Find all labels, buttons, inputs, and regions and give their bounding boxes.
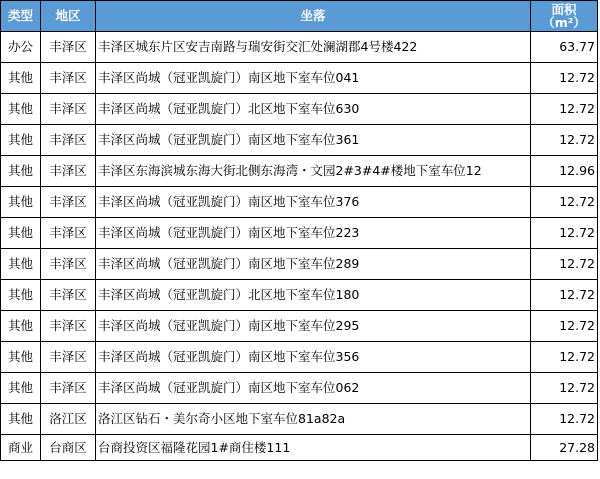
cell-area[interactable]: 12.72 xyxy=(531,280,598,311)
cell-location[interactable]: 丰泽区尚城（冠亚凯旋门）南区地下室车位289 xyxy=(96,249,531,280)
cell-location[interactable]: 丰泽区尚城（冠亚凯旋门）南区地下室车位295 xyxy=(96,311,531,342)
cell-location[interactable]: 丰泽区尚城（冠亚凯旋门）南区地下室车位041 xyxy=(96,63,531,94)
cell-location[interactable]: 丰泽区尚城（冠亚凯旋门）南区地下室车位062 xyxy=(96,373,531,404)
cell-district[interactable]: 丰泽区 xyxy=(41,32,96,63)
table-row[interactable] xyxy=(1,218,598,249)
cell-district[interactable]: 丰泽区 xyxy=(41,249,96,280)
cell-type[interactable]: 其他 xyxy=(1,94,41,125)
cell-district[interactable]: 丰泽区 xyxy=(41,342,96,373)
table-row[interactable] xyxy=(1,63,598,94)
table-row[interactable] xyxy=(1,249,598,280)
cell-type[interactable]: 其他 xyxy=(1,187,41,218)
cell-area[interactable]: 12.72 xyxy=(531,373,598,404)
cell-district[interactable]: 丰泽区 xyxy=(41,156,96,187)
cell-area[interactable]: 12.72 xyxy=(531,187,598,218)
cell-district[interactable]: 丰泽区 xyxy=(41,187,96,218)
cell-location[interactable]: 丰泽区尚城（冠亚凯旋门）南区地下室车位376 xyxy=(96,187,531,218)
cell-area[interactable]: 12.72 xyxy=(531,311,598,342)
table-row[interactable] xyxy=(1,94,598,125)
cell-location[interactable]: 丰泽区尚城（冠亚凯旋门）北区地下室车位180 xyxy=(96,280,531,311)
header-area[interactable] xyxy=(531,1,598,32)
cell-area[interactable]: 12.72 xyxy=(531,342,598,373)
table-row[interactable] xyxy=(1,187,598,218)
cell-type[interactable]: 商业 xyxy=(1,435,41,461)
cell-area[interactable]: 12.72 xyxy=(531,63,598,94)
cell-district[interactable]: 丰泽区 xyxy=(41,311,96,342)
cell-location[interactable]: 丰泽区尚城（冠亚凯旋门）北区地下室车位630 xyxy=(96,94,531,125)
table-row[interactable] xyxy=(1,280,598,311)
cell-area[interactable]: 12.72 xyxy=(531,94,598,125)
header-area-label: 面积 xyxy=(551,2,577,17)
cell-type[interactable]: 其他 xyxy=(1,249,41,280)
cell-location[interactable]: 台商投资区福隆花园1#商住楼111 xyxy=(96,435,531,461)
cell-area[interactable]: 12.72 xyxy=(531,218,598,249)
cell-district[interactable]: 丰泽区 xyxy=(41,218,96,249)
header-type[interactable]: 类型 xyxy=(1,1,41,32)
cell-location[interactable]: 丰泽区尚城（冠亚凯旋门）南区地下室车位356 xyxy=(96,342,531,373)
header-district[interactable]: 地区 xyxy=(41,1,96,32)
cell-area[interactable]: 12.72 xyxy=(531,249,598,280)
cell-district[interactable]: 丰泽区 xyxy=(41,94,96,125)
cell-district[interactable]: 丰泽区 xyxy=(41,373,96,404)
cell-location[interactable]: 洛江区钻石・美尔奇小区地下室车位81a82a xyxy=(96,404,531,435)
table-row[interactable] xyxy=(1,125,598,156)
cell-type[interactable]: 其他 xyxy=(1,280,41,311)
cell-district[interactable]: 丰泽区 xyxy=(41,63,96,94)
cell-type[interactable]: 其他 xyxy=(1,125,41,156)
table-row[interactable] xyxy=(1,342,598,373)
cell-area[interactable]: 12.72 xyxy=(531,125,598,156)
cell-location[interactable]: 丰泽区东海滨城东海大街北侧东海湾・文园2#3#4#楼地下室车位12 xyxy=(96,156,531,187)
table-row[interactable] xyxy=(1,156,598,187)
cell-type[interactable]: 其他 xyxy=(1,404,41,435)
cell-location[interactable]: 丰泽区城东片区安吉南路与瑞安街交汇处澜湖郡4号楼422 xyxy=(96,32,531,63)
cell-area[interactable]: 27.28 xyxy=(531,435,598,461)
cell-type[interactable]: 其他 xyxy=(1,156,41,187)
header-area-unit: （m²） xyxy=(542,15,586,30)
table-row[interactable] xyxy=(1,373,598,404)
cell-area[interactable]: 12.72 xyxy=(531,404,598,435)
table-row[interactable] xyxy=(1,435,598,461)
cell-location[interactable]: 丰泽区尚城（冠亚凯旋门）南区地下室车位223 xyxy=(96,218,531,249)
cell-type[interactable]: 其他 xyxy=(1,63,41,94)
table-row[interactable] xyxy=(1,404,598,435)
cell-district[interactable]: 台商区 xyxy=(41,435,96,461)
cell-district[interactable]: 洛江区 xyxy=(41,404,96,435)
cell-type[interactable]: 其他 xyxy=(1,311,41,342)
cell-type[interactable]: 其他 xyxy=(1,342,41,373)
cell-type[interactable]: 其他 xyxy=(1,218,41,249)
table-row[interactable] xyxy=(1,311,598,342)
table-row[interactable] xyxy=(1,32,598,63)
cell-district[interactable]: 丰泽区 xyxy=(41,125,96,156)
header-row xyxy=(1,1,598,32)
cell-area[interactable]: 63.77 xyxy=(531,32,598,63)
header-location[interactable]: 坐落 xyxy=(96,1,531,32)
table-body xyxy=(1,32,598,461)
cell-district[interactable]: 丰泽区 xyxy=(41,280,96,311)
cell-location[interactable]: 丰泽区尚城（冠亚凯旋门）南区地下室车位361 xyxy=(96,125,531,156)
cell-type[interactable]: 办公 xyxy=(1,32,41,63)
cell-area[interactable]: 12.96 xyxy=(531,156,598,187)
cell-type[interactable]: 其他 xyxy=(1,373,41,404)
